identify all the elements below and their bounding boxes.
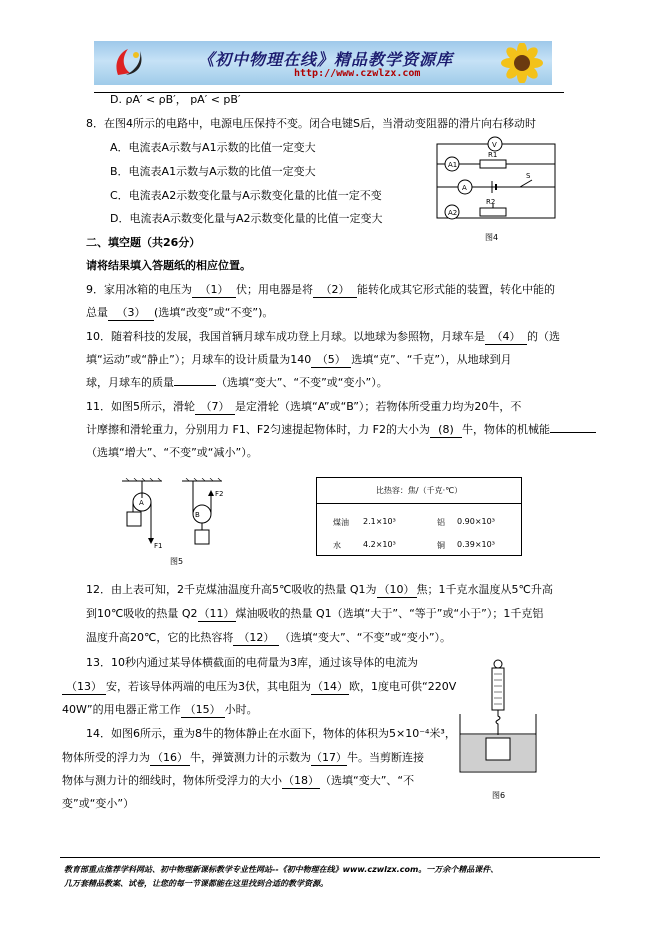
q12-text-3: 到10℃吸收的热量 Q2 — [86, 607, 198, 620]
q14-line-4: 变”或“变小”） — [62, 797, 135, 810]
heat-table-cell: 0.90×10³ — [457, 517, 495, 526]
q13-blank-13[interactable]: （13） — [62, 680, 106, 695]
q12-text-4: 煤油吸收的热量 Q1（选填“大于”、“等于”或“小于”）；1千克铝 — [235, 607, 544, 620]
q10-blank-6[interactable] — [174, 385, 216, 386]
q9-text-5: (选填“改变”或“不变”)。 — [154, 306, 274, 319]
figure-4-circuit — [432, 134, 562, 226]
q11-blank-9[interactable] — [550, 432, 596, 433]
fig4-r1-label: R1 — [488, 151, 498, 159]
q11-blank-8[interactable]: (8) — [430, 423, 462, 438]
q10-line-2 — [86, 353, 512, 368]
q13-text-3: 40W”的用电器正常工作 — [62, 703, 181, 716]
heat-table-header: 比热容：焦/（千克·℃） — [375, 486, 463, 495]
figure-6-spring-scale — [456, 658, 540, 778]
heat-table-cell: 0.39×10³ — [457, 540, 495, 549]
fig4-switch-label: S — [526, 172, 531, 180]
footer-line-1: 教育部重点推荐学科网站、初中物理新课标教学专业性网站--《初中物理在线》www.czwlzx.com。一万余个精品课件、 — [64, 865, 499, 874]
q14-blank-17[interactable]: （17） — [311, 751, 347, 764]
site-logo-icon — [112, 45, 146, 79]
q9-line-1 — [86, 283, 555, 298]
q11-blank-7[interactable]: （7） — [195, 400, 235, 415]
q14-line-3 — [62, 774, 414, 789]
q10-text-6: （选填“变大”、“不变”或“变小”）。 — [216, 376, 388, 389]
q8-option-d: D．电流表A示数变化量与A2示数变化量的比值一定变大 — [110, 212, 383, 225]
q14-blank-18[interactable]: （18） — [283, 774, 319, 787]
q12-text-1: 12．由上表可知，2千克煤油温度升高5℃吸收的热量 Q1为 — [86, 583, 377, 596]
heat-table-cell: 铝 — [437, 518, 445, 527]
q8-option-a: A．电流表A示数与A1示数的比值一定变大 — [110, 141, 316, 154]
fig5-f1-label: F1 — [154, 542, 163, 550]
q8-stem: 8．在图4所示的电路中，电源电压保持不变。闭合电键S后，当滑动变阻器的滑片向右移动时 — [86, 117, 536, 130]
q12-text-2: 焦；1千克水温度从5℃升高 — [416, 583, 553, 596]
q11-text-1: 11．如图5所示，滑轮 — [86, 400, 195, 413]
figure-6-caption: 图6 — [492, 791, 506, 800]
q8-option-c: C．电流表A2示数变化量与A示数变化量的比值一定不变 — [110, 189, 382, 202]
fig4-r2-label: R2 — [486, 198, 496, 206]
q14-text-5: （选填“变大”、“不 — [320, 774, 415, 787]
q12-line-2 — [86, 607, 543, 622]
q14-blank-16[interactable]: （16） — [152, 751, 188, 764]
q9-blank-3[interactable]: （3） — [108, 306, 154, 321]
q10-line-1 — [86, 330, 560, 345]
q11-line-1 — [86, 400, 521, 415]
q12-line-1 — [86, 583, 553, 598]
figure-5-pulleys — [118, 478, 228, 552]
q12-blank-10[interactable]: （10） — [378, 583, 415, 596]
fig6-block — [486, 738, 510, 760]
q12-blank-11[interactable]: （11） — [198, 607, 235, 620]
q9-line-2 — [86, 306, 273, 321]
heat-table-cell: 铜 — [437, 541, 445, 550]
q8-option-b: B．电流表A1示数与A示数的比值一定变大 — [110, 165, 316, 178]
heat-table-cell: 煤油 — [333, 518, 349, 527]
fig4-meter-a2: A2 — [448, 209, 458, 217]
q13-text-2: 欧，1度电可供“220V — [349, 680, 457, 693]
heat-table-cell: 4.2×10³ — [363, 540, 396, 549]
q11-text-4: 牛，物体的机械能 — [461, 423, 550, 436]
banner-title: 《初中物理在线》精品教学资源库 — [198, 50, 454, 69]
q10-text-4: 选填“克”、“千克”），从地球到月 — [351, 353, 512, 366]
fig4-meter-a: A — [462, 184, 467, 192]
q9-blank-2[interactable]: （2） — [313, 283, 357, 298]
figure-5-caption: 图5 — [170, 557, 184, 566]
q13-blank-14[interactable]: （14） — [312, 680, 348, 693]
q10-blank-5[interactable]: （5） — [311, 353, 351, 368]
q11-text-2: 是定滑轮（选填“A”或“B”）；若物体所受重力均为20牛，不 — [235, 400, 522, 413]
q14-line-1: 14．如图6所示，重为8牛的物体静止在水面下，物体的体积为5×10⁻⁴米³， — [86, 727, 456, 740]
banner-url[interactable]: http://www.czwlzx.com — [294, 68, 421, 79]
section-2-instruction: 请将结果填入答题纸的相应位置。 — [86, 259, 251, 272]
q10-line-3 — [86, 376, 388, 390]
q13-line-2 — [62, 680, 456, 695]
section-2-heading: 二、填空题（共26分） — [86, 236, 201, 249]
header-banner — [94, 41, 552, 85]
fig5-pulley-a-label: A — [139, 499, 144, 507]
fig4-meter-v: V — [492, 141, 497, 149]
q13-line-3 — [62, 703, 258, 718]
q12-text-5: 温度升高20℃，它的比热容将 — [86, 631, 234, 644]
q10-text-1: 10．随着科技的发展，我国首辆月球车成功登上月球。以地球为参照物，月球车是 — [86, 330, 485, 343]
q11-line-3: （选填“增大”、“不变”或“减小”）。 — [86, 446, 258, 459]
q10-text-3: 填“运动”或“静止”）；月球车的设计质量为140 — [86, 353, 312, 366]
q14-text-3: 牛。当剪断连接 — [347, 751, 424, 764]
q10-text-5: 球，月球车的质量 — [86, 376, 174, 389]
q12-blank-12[interactable]: （12） — [233, 631, 279, 646]
q14-text-4: 物体与测力计的细线时，物体所受浮力的大小 — [62, 774, 282, 787]
q10-blank-4[interactable]: （4） — [485, 330, 527, 345]
q14-text-1: 物体所受的浮力为 — [62, 751, 150, 764]
q9-text-4: 总量 — [86, 306, 108, 319]
q9-blank-1[interactable]: （1） — [192, 283, 236, 298]
figure-4-caption: 图4 — [485, 233, 499, 242]
heat-capacity-table — [316, 477, 522, 556]
fig5-f2-label: F2 — [215, 490, 224, 498]
q12-line-3 — [86, 631, 451, 646]
q14-line-2 — [62, 751, 424, 766]
fig4-meter-a1: A1 — [448, 161, 458, 169]
q13-text-1: 安，若该导体两端的电压为3伏，其电阻为 — [106, 680, 311, 693]
q9-text-3: 能转化成其它形式能的装置，转化中能的 — [357, 283, 555, 296]
heat-table-divider — [317, 503, 521, 504]
sunflower-icon — [492, 43, 548, 83]
q7-option-d: D. ρA′ < ρB′， pA′ < pB′ — [110, 93, 241, 106]
q10-text-2: 的（选 — [527, 330, 560, 343]
q11-text-3: 计摩擦和滑轮重力，分别用力 F1、F2匀速提起物体时，力 F2的大小为 — [86, 423, 430, 436]
q9-text-2: 伏；用电器是将 — [236, 283, 313, 296]
heat-table-cell: 2.1×10³ — [363, 517, 396, 526]
q12-text-6: （选填“变大”、“不变”或“变小”）。 — [279, 631, 452, 644]
fig5-pulley-b-label: B — [195, 511, 200, 519]
footer-rule — [60, 857, 600, 858]
q13-line-1: 13．10秒内通过某导体横截面的电荷量为3库，通过该导体的电流为 — [86, 656, 418, 669]
q9-text-1: 9．家用冰箱的电压为 — [86, 283, 192, 296]
q13-blank-15[interactable]: （15） — [181, 703, 225, 718]
q11-line-2 — [86, 423, 596, 438]
footer-line-2: 几万套精品教案、试卷，让您的每一节课都能在这里找到合适的教学资源。 — [64, 879, 328, 888]
q14-text-2: 牛，弹簧测力计的示数为 — [190, 751, 311, 764]
q13-text-4: 小时。 — [224, 703, 258, 716]
heat-table-cell: 水 — [333, 541, 341, 550]
